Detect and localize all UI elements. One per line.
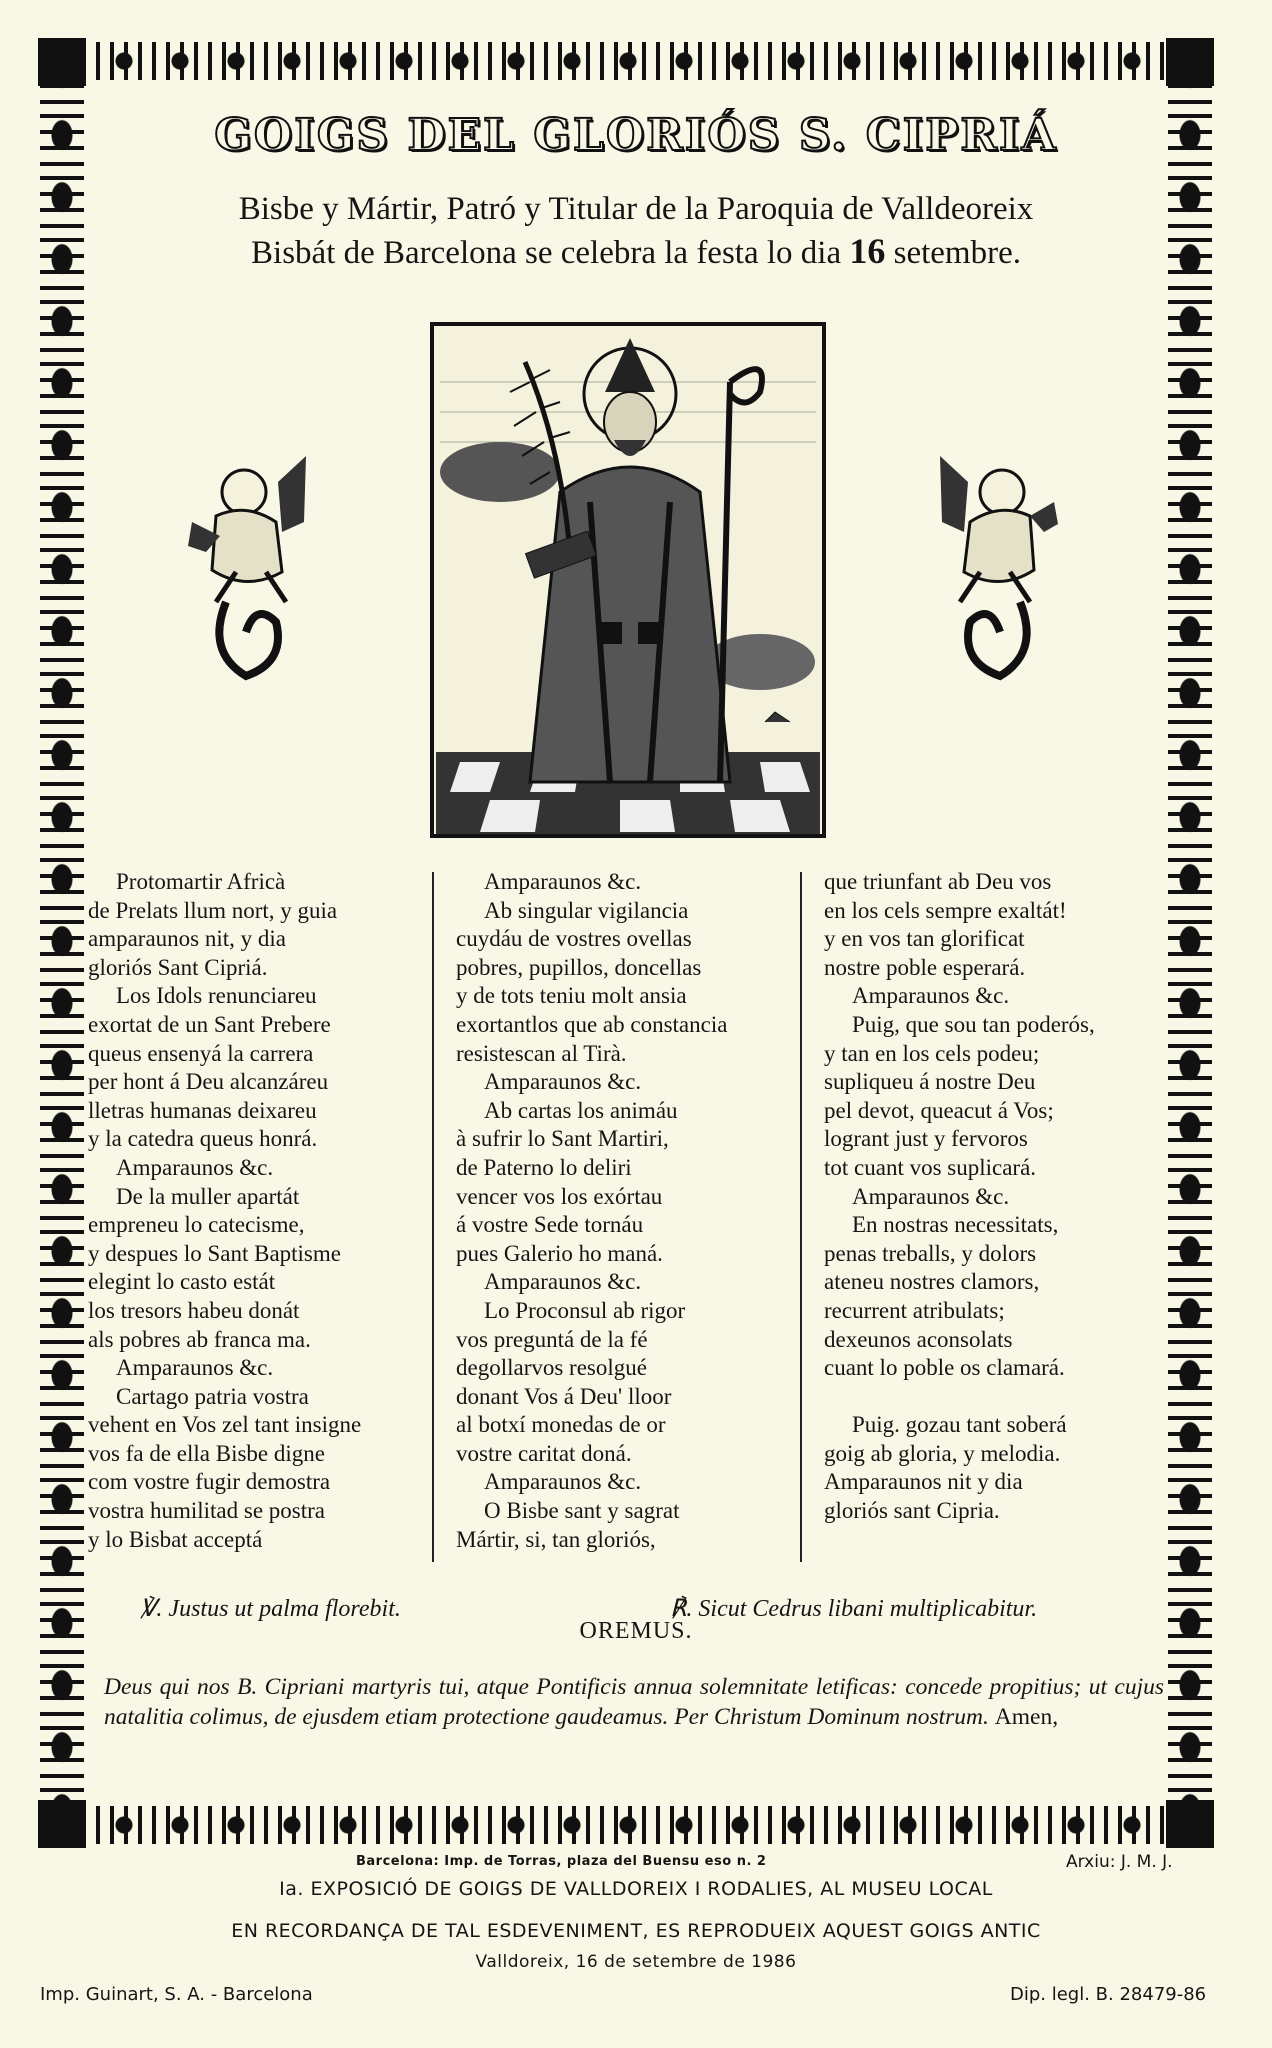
verse-line: Amparaunos &c. — [116, 1154, 274, 1180]
column-rule — [800, 872, 802, 1562]
verse-line: cuant lo poble os clamará. — [824, 1355, 1065, 1381]
right-cherub-ornament — [934, 452, 1060, 682]
verse-line: vehent en Vos zel tant insigne — [88, 1412, 362, 1438]
verse-column-3 — [824, 868, 1164, 1526]
verse-line: als pobres ab franca ma. — [88, 1326, 311, 1352]
verse-line: pues Galerio ho maná. — [456, 1240, 663, 1266]
verse-line: logrant just y fervoros — [824, 1126, 1028, 1152]
prayer-text — [104, 1672, 1164, 1732]
verse-line: Cartago patria vostra — [116, 1383, 309, 1409]
verse-line: en los cels sempre exaltát! — [824, 897, 1067, 923]
legal-deposit: Dip. legl. B. 28479-86 — [1010, 1984, 1207, 2005]
verse-line: pobres, pupillos, doncellas — [456, 954, 702, 980]
verse-line: los tresors habeu donát — [88, 1297, 300, 1323]
verse-line: Ab singular vigilancia — [484, 897, 689, 923]
verse-line: degollarvos resolgué — [456, 1355, 647, 1381]
verse-column-1 — [88, 868, 428, 1554]
border-right — [1168, 42, 1212, 1844]
verse-line: Ab cartas los animáu — [484, 1097, 678, 1123]
verse-line: y de tots teniu molt ansia — [456, 983, 687, 1009]
verse-line: O Bisbe sant y sagrat — [484, 1498, 680, 1524]
verse-line: y en vos tan glorificat — [824, 926, 1025, 952]
verse-line: lletras humanas deixareu — [88, 1097, 317, 1123]
verse-line: Puig. gozau tant soberá — [852, 1412, 1067, 1438]
border-left — [40, 42, 84, 1844]
verse-line: de Paterno lo deliri — [456, 1154, 632, 1180]
verse-line: gloriós Sant Cipriá. — [88, 954, 268, 980]
corner-ornament — [38, 38, 86, 86]
printer-credit: Imp. Guinart, S. A. - Barcelona — [40, 1984, 313, 2005]
verse-line: empreneu lo catecisme, — [88, 1212, 305, 1238]
verse-line: á vostre Sede tornáu — [456, 1212, 644, 1238]
verse-line: penas treballs, y dolors — [824, 1240, 1037, 1266]
verse-line: y despues lo Sant Baptisme — [88, 1240, 341, 1266]
prayer-body: Deus qui nos B. Cipriani martyris tui, atque Pontificis annua solemnitate letificas: concede propitius; ut cujus natalitia colimus, de ejusdem etiam protectione gaudeamus. Per Christum Dominum nostrum. — [104, 1674, 1164, 1730]
verse-line: y la catedra queus honrá. — [88, 1126, 318, 1152]
verse-line: cuydáu de vostres ovellas — [456, 926, 692, 952]
footer-date: Valldoreix, 16 de setembre de 1986 — [475, 1952, 797, 1972]
verse-line: amparaunos nit, y dia — [88, 926, 287, 952]
verse-line: Amparaunos &c. — [852, 983, 1010, 1009]
verse-line: gloriós sant Cipria. — [824, 1498, 1000, 1524]
verse-line: De la muller apartát — [116, 1183, 300, 1209]
subtitle-line-2-month: setembre. — [893, 235, 1021, 271]
verse-line: per hont á Deu alcanzáreu — [88, 1069, 329, 1095]
verse-line: recurrent atribulats; — [824, 1297, 1005, 1323]
verse-line: y tan en los cels podeu; — [824, 1040, 1040, 1066]
verse-line: Lo Proconsul ab rigor — [484, 1297, 686, 1323]
verse-line: Amparaunos &c. — [484, 1269, 642, 1295]
original-imprint: Barcelona: Imp. de Torras, plaza del Buensu eso n. 2 — [356, 1854, 767, 1869]
response: ℟. Sicut Cedrus libani multiplicabitur. — [670, 1596, 1038, 1622]
corner-ornament — [38, 1800, 86, 1848]
footer-exhibition: Ia. EXPOSICIÓ DE GOIGS DE VALLDOREIX I RODALIES, AL MUSEU LOCAL — [279, 1878, 993, 1900]
column-rule — [432, 872, 434, 1562]
verse-line: queus ensenyá la carrera — [88, 1040, 314, 1066]
verse-line: resistescan al Tirà. — [456, 1040, 627, 1066]
verse-line: Amparaunos nit y dia — [824, 1469, 1023, 1495]
verse-line: vencer vos los exórtau — [456, 1183, 663, 1209]
verse-line: exortat de un Sant Prebere — [88, 1011, 331, 1037]
subtitle-line-1: Bisbe y Mártir, Patró y Titular de la Paroquia de Valldeoreix — [238, 191, 1034, 227]
verse-line: al botxí monedas de or — [456, 1412, 666, 1438]
corner-ornament — [1166, 38, 1214, 86]
page-title: GOIGS DEL GLORIÓS S. CIPRIÁ — [214, 110, 1058, 161]
verse-line: vostra humilitad se postra — [88, 1498, 325, 1524]
verse-line: Amparaunos &c. — [484, 1469, 642, 1495]
footer-commemoration: EN RECORDANÇA DE TAL ESDEVENIMENT, ES REPRODUEIX AQUEST GOIGS ANTIC — [231, 1920, 1041, 1942]
verse-line: goig ab gloria, y melodia. — [824, 1440, 1061, 1466]
verse-line: dexeunos aconsolats — [824, 1326, 1013, 1352]
verse-line: tot cuant vos suplicará. — [824, 1154, 1037, 1180]
verse-line: vostre caritat doná. — [456, 1440, 632, 1466]
verse-line: de Prelats llum nort, y guia — [88, 897, 338, 923]
corner-ornament — [1166, 1800, 1214, 1848]
verse-line: vos preguntá de la fé — [456, 1326, 648, 1352]
verse-line: Puig, que sou tan poderós, — [852, 1011, 1095, 1037]
verse-line: Amparaunos &c. — [852, 1183, 1010, 1209]
left-cherub-ornament — [186, 452, 312, 682]
verse-line: Amparaunos &c. — [116, 1355, 274, 1381]
verse-line — [824, 1383, 1164, 1412]
saint-cyprian-woodcut — [430, 322, 826, 838]
verse-line: vos fa de ella Bisbe digne — [88, 1440, 325, 1466]
verse-line: donant Vos á Deu' lloor — [456, 1383, 672, 1409]
archive-note: Arxiu: J. M. J. — [1066, 1852, 1173, 1872]
versicle: ℣. Justus ut palma florebit. — [140, 1596, 401, 1622]
verse-line: ateneu nostres clamors, — [824, 1269, 1040, 1295]
verse-column-2 — [456, 868, 796, 1554]
verse-line: Amparaunos &c. — [484, 1069, 642, 1095]
verse-line: Amparaunos &c. — [484, 869, 642, 894]
verse-line: Los Idols renunciareu — [116, 983, 317, 1009]
verse-line: exortantlos que ab constancia — [456, 1011, 728, 1037]
verse-line: que triunfant ab Deu vos — [824, 869, 1052, 894]
feast-day: 16 — [849, 231, 886, 271]
verse-line: com vostre fugir demostra — [88, 1469, 331, 1495]
verse-line: supliqueu á nostre Deu — [824, 1069, 1036, 1095]
prayer-amen: Amen, — [994, 1704, 1059, 1730]
verse-line: pel devot, queacut á Vos; — [824, 1097, 1054, 1123]
verse-line: nostre poble esperará. — [824, 954, 1026, 980]
verse-line: y lo Bisbat acceptá — [88, 1526, 263, 1552]
verse-line: Protomartir Africà — [116, 869, 286, 894]
border-bottom — [40, 1806, 1212, 1844]
verse-line: Mártir, si, tan gloriós, — [456, 1526, 656, 1552]
oremus-heading: OREMUS. — [579, 1618, 693, 1644]
border-top — [40, 42, 1212, 80]
subtitle-line-2-text: Bisbát de Barcelona se celebra la festa lo dia — [251, 235, 842, 271]
subtitle-line-2 — [0, 230, 1272, 274]
verse-line: elegint lo casto estát — [88, 1269, 276, 1295]
verse-line: En nostras necessitats, — [852, 1212, 1059, 1238]
verse-line: à sufrir lo Sant Martiri, — [456, 1126, 669, 1152]
